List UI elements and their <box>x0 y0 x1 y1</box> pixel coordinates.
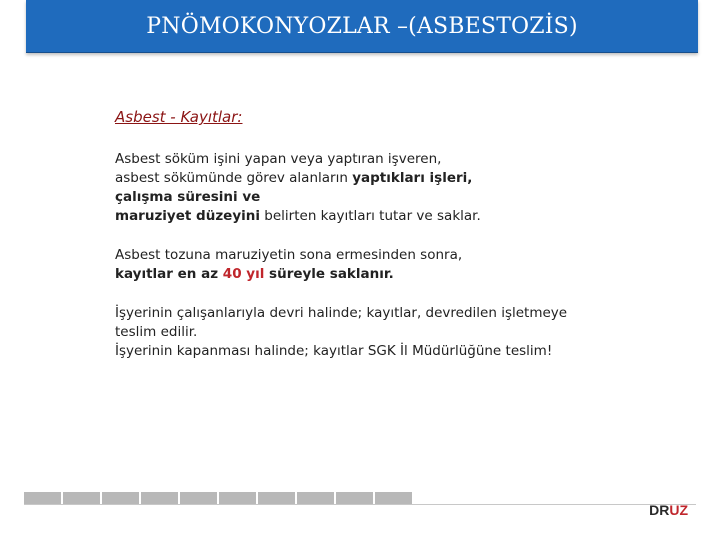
logo-part-dr: DR <box>649 502 670 518</box>
para1-line1: Asbest söküm işini yapan veya yaptıran işveren, <box>115 151 442 167</box>
para2-line2 <box>115 265 675 284</box>
footer-segment <box>102 492 141 504</box>
para1-line4-text: belirten kayıtları tutar ve saklar. <box>260 208 481 224</box>
page-title: PNÖMOKONYOZLAR –(ASBESTOZİS) <box>146 13 578 39</box>
footer-segment <box>180 492 219 504</box>
footer-divider <box>24 504 696 505</box>
para3-line2: teslim edilir. <box>115 324 198 340</box>
paragraph-retention <box>115 246 675 284</box>
title-bar <box>26 0 698 53</box>
footer-segment <box>24 492 63 504</box>
footer-segment <box>258 492 297 504</box>
para3-line3: İşyerinin kapanması halinde; kayıtlar SGK İl Müdürlüğüne teslim! <box>115 343 553 359</box>
footer-segment <box>297 492 336 504</box>
druz-logo <box>649 502 688 518</box>
para2-line2-text: kayıtlar en az <box>115 266 223 282</box>
para1-line2-bold: yaptıkları işleri, <box>352 170 473 186</box>
footer-segment-bar <box>24 492 414 504</box>
retention-years: 40 yıl <box>222 266 265 282</box>
section-heading: Asbest - Kayıtlar: <box>115 108 243 126</box>
footer-segment <box>141 492 180 504</box>
para2-line2-end: süreyle saklanır. <box>264 266 394 282</box>
paragraph-records <box>115 150 675 226</box>
para1-line2 <box>115 169 675 188</box>
footer-segment <box>375 492 414 504</box>
para1-line3: çalışma süresini ve <box>115 189 261 205</box>
footer-segment <box>63 492 102 504</box>
logo-part-uz: UZ <box>669 502 688 518</box>
paragraph-transfer <box>115 304 675 361</box>
para1-line4-bold: maruziyet düzeyini <box>115 208 260 224</box>
para2-line1: Asbest tozuna maruziyetin sona ermesinden sonra, <box>115 247 463 263</box>
slide-content <box>115 100 675 381</box>
footer-segment <box>336 492 375 504</box>
footer-segment <box>219 492 258 504</box>
para1-line2-text: asbest sökümünde görev alanların <box>115 170 353 186</box>
para1-line4 <box>115 207 675 226</box>
para3-line1: İşyerinin çalışanlarıyla devri halinde; kayıtlar, devredilen işletmeye <box>115 305 568 321</box>
